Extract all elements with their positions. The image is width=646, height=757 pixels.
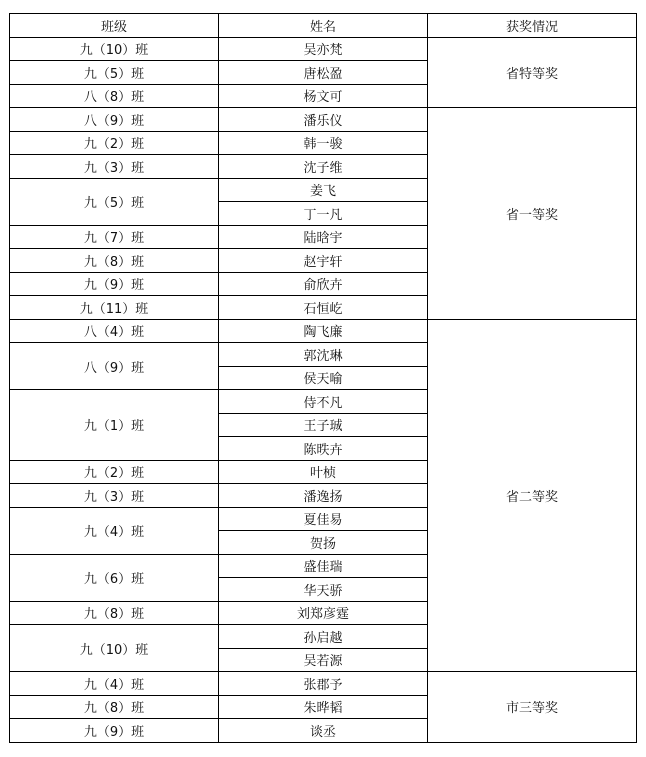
class-cell: 八（4）班	[10, 319, 219, 343]
table-row	[10, 672, 637, 696]
table-body	[10, 37, 637, 742]
class-cell: 九（9）班	[10, 719, 219, 743]
class-cell: 九（5）班	[10, 178, 219, 225]
student-name-cell: 叶桢	[219, 460, 428, 484]
student-name-cell: 陈昳卉	[219, 437, 428, 461]
student-name-cell: 夏佳易	[219, 507, 428, 531]
student-name-cell: 潘逸扬	[219, 484, 428, 508]
table-row	[10, 319, 637, 343]
student-name-cell: 赵宇轩	[219, 249, 428, 273]
class-cell: 八（9）班	[10, 343, 219, 390]
student-name-cell: 石恒屹	[219, 296, 428, 320]
header-class: 班级	[10, 14, 219, 38]
class-cell: 九（2）班	[10, 460, 219, 484]
student-name-cell: 郭沈琳	[219, 343, 428, 367]
header-row	[10, 14, 637, 38]
table-row	[10, 37, 637, 61]
award-table	[9, 13, 637, 743]
award-level-cell: 省二等奖	[428, 319, 637, 672]
student-name-cell: 盛佳瑞	[219, 554, 428, 578]
student-name-cell: 吴若源	[219, 648, 428, 672]
student-name-cell: 张郡予	[219, 672, 428, 696]
student-name-cell: 侯天喻	[219, 366, 428, 390]
student-name-cell: 华天骄	[219, 578, 428, 602]
class-cell: 九（8）班	[10, 601, 219, 625]
student-name-cell: 朱晔韬	[219, 695, 428, 719]
class-cell: 八（8）班	[10, 84, 219, 108]
class-cell: 九（5）班	[10, 61, 219, 85]
student-name-cell: 姜飞	[219, 178, 428, 202]
class-cell: 九（6）班	[10, 554, 219, 601]
header-award: 获奖情况	[428, 14, 637, 38]
class-cell: 九（3）班	[10, 155, 219, 179]
class-cell: 九（1）班	[10, 390, 219, 461]
student-name-cell: 刘郑彦霆	[219, 601, 428, 625]
class-cell: 九（10）班	[10, 625, 219, 672]
table-row	[10, 108, 637, 132]
class-cell: 九（9）班	[10, 272, 219, 296]
student-name-cell: 侍不凡	[219, 390, 428, 414]
student-name-cell: 贺扬	[219, 531, 428, 555]
class-cell: 八（9）班	[10, 108, 219, 132]
class-cell: 九（3）班	[10, 484, 219, 508]
student-name-cell: 陆晗宇	[219, 225, 428, 249]
class-cell: 九（4）班	[10, 672, 219, 696]
student-name-cell: 唐松盈	[219, 61, 428, 85]
class-cell: 九（10）班	[10, 37, 219, 61]
class-cell: 九（2）班	[10, 131, 219, 155]
student-name-cell: 孙启越	[219, 625, 428, 649]
student-name-cell: 谈丞	[219, 719, 428, 743]
award-level-cell: 市三等奖	[428, 672, 637, 743]
student-name-cell: 潘乐仪	[219, 108, 428, 132]
class-cell: 九（4）班	[10, 507, 219, 554]
student-name-cell: 俞欣卉	[219, 272, 428, 296]
student-name-cell: 陶飞廉	[219, 319, 428, 343]
header-name: 姓名	[219, 14, 428, 38]
student-name-cell: 吴亦梵	[219, 37, 428, 61]
class-cell: 九（8）班	[10, 695, 219, 719]
class-cell: 九（11）班	[10, 296, 219, 320]
award-level-cell: 省特等奖	[428, 37, 637, 108]
table-header	[10, 14, 637, 38]
student-name-cell: 王子珹	[219, 413, 428, 437]
class-cell: 九（8）班	[10, 249, 219, 273]
student-name-cell: 韩一骏	[219, 131, 428, 155]
student-name-cell: 沈子维	[219, 155, 428, 179]
class-cell: 九（7）班	[10, 225, 219, 249]
award-level-cell: 省一等奖	[428, 108, 637, 320]
student-name-cell: 丁一凡	[219, 202, 428, 226]
student-name-cell: 杨文可	[219, 84, 428, 108]
